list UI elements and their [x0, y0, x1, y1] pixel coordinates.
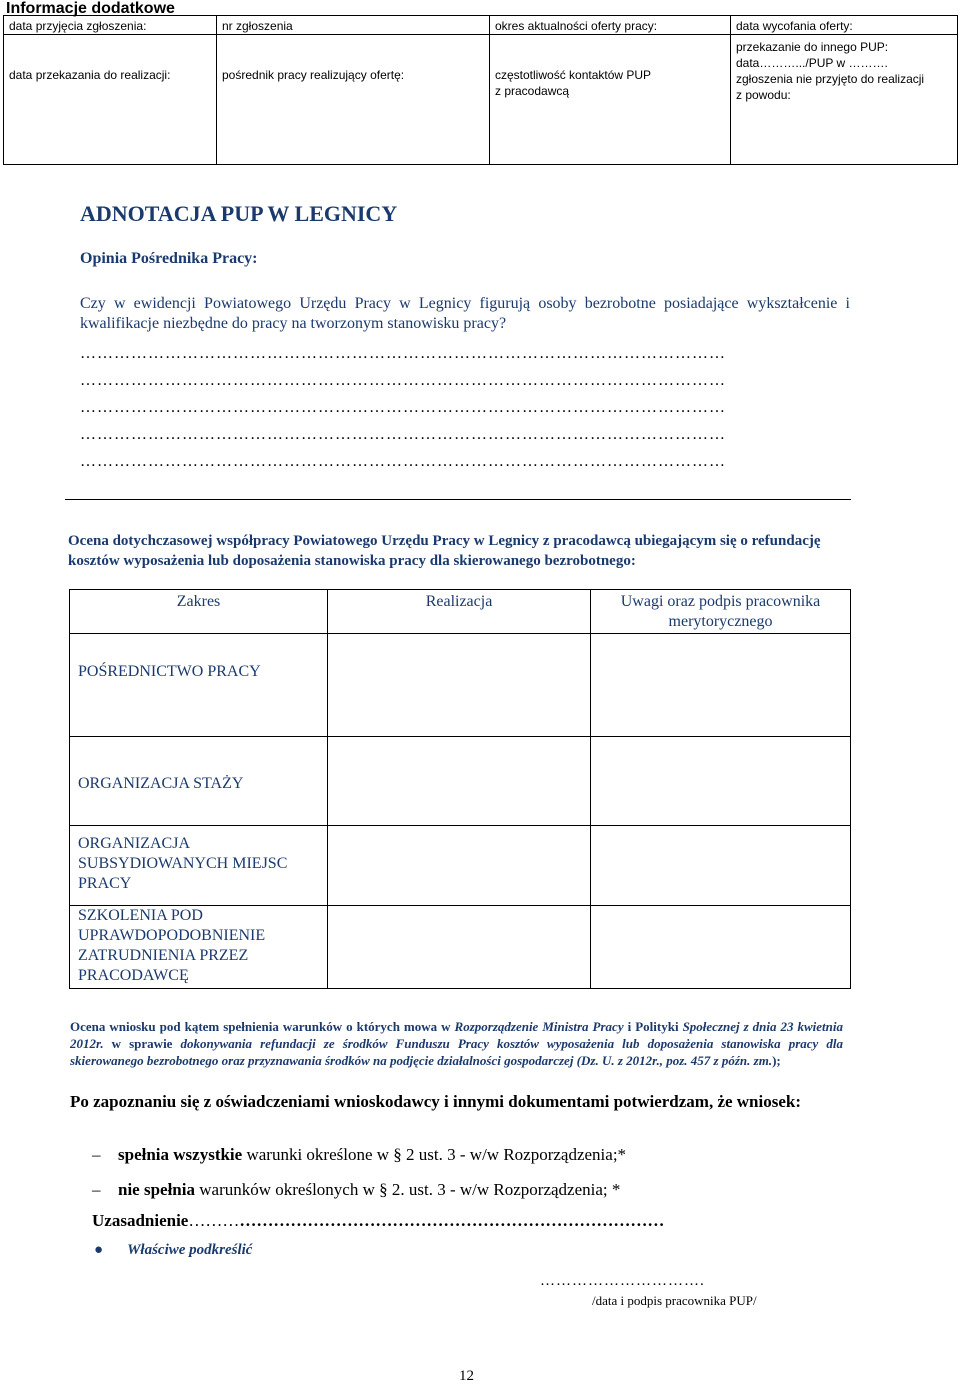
info-cell-line: przekazanie do innego PUP:: [736, 40, 889, 54]
uzasadnienie-label: Uzasadnienie: [92, 1211, 189, 1230]
info-cell-line: częstotliwość kontaktów PUP: [495, 68, 652, 82]
text-segment: Społecznej z dnia 23 kwietnia 2012r.: [70, 1019, 844, 1051]
text-segment: dokonywania refundacji ze środków Funduszu Pracy kosztów wyposażenia lub doposażenia stanowiska pracy dla skierowanego bezrobotnego oraz przyznawania środków na podjęcie działalności gospodarczej (Dz. U. z 2012r., poz. 457 z późn. zm.: [70, 1036, 843, 1068]
table-cell: [328, 905, 591, 988]
po-zapoznaniu-text: Po zapoznaniu się z oświadczeniami wnioskodawcy i innymi dokumentami potwierdzam, że wniosek:: [70, 1092, 802, 1111]
dots-line: ……………………………………………………………………………………………………: [80, 453, 726, 470]
ocena-text: Ocena dotychczasowej współpracy Powiatowego Urzędu Pracy w Legnicy z pracodawcą ubiegającym się o refundację kosztów wyposażenia lub doposażenia stanowiska pracy dla skierowanego bezrobotnego:: [68, 533, 821, 569]
dots-line: ……………………………………………………………………………………………………: [80, 345, 726, 362]
signature-label: /data i podpis pracownika PUP/: [592, 1293, 757, 1308]
table-row-label: ORGANIZACJA SUBSYDIOWANYCH MIEJSC PRACY: [70, 826, 328, 905]
opinia-heading: Opinia Pośrednika Pracy:: [80, 250, 258, 267]
bullet-icon: ●: [94, 1242, 104, 1258]
info-cell: data przyjęcia zgłoszenia:: [4, 16, 217, 35]
dash-marker: –: [92, 1180, 101, 1199]
table-row-label: SZKOLENIA POD UPRAWDOPODOBNIENIE ZATRUDNIENIA PRZEZ PRACODAWCĘ: [70, 905, 328, 988]
info-table: [3, 15, 958, 165]
table-header: Uwagi oraz podpis pracownika merytorycznego: [591, 590, 851, 634]
dots-line: ……………………………………………………………………………………………………: [80, 426, 726, 443]
page-number: 12: [459, 1368, 474, 1384]
option-text: warunków określonych w § 2. ust. 3 - w/w Rozporządzenia; *: [195, 1180, 621, 1199]
info-cell: nr zgłoszenia: [217, 16, 490, 35]
adnotacja-heading: ADNOTACJA PUP W LEGNICY: [80, 201, 398, 226]
text-segment: );: [772, 1053, 781, 1068]
uzasadnienie-dots-bold: …………………………………………………………………: [239, 1211, 665, 1230]
table-cell: [591, 826, 851, 905]
ocena-wniosku-text: [70, 1018, 843, 1069]
table-header: Realizacja: [328, 590, 591, 634]
question-text: Czy w ewidencji Powiatowego Urzędu Pracy w Legnicy figurują osoby bezrobotne posiadające wykształcenie i kwalifikacje niezbędne do pracy na tworzonym stanowisku pracy?: [80, 295, 850, 332]
table-row-label: POŚREDNICTWO PRACY: [70, 633, 328, 736]
table-cell: [328, 736, 591, 826]
text-segment: w sprawie: [103, 1036, 181, 1051]
info-cell: data przekazania do realizacji:: [4, 35, 217, 165]
table-header: Zakres: [70, 590, 328, 634]
info-cell: [731, 35, 958, 165]
info-cell-line: zgłoszenia nie przyjęto do realizacji: [736, 72, 925, 86]
option-bold: nie spełnia: [118, 1180, 195, 1199]
option-spelnia: [92, 1145, 626, 1165]
dots-line: ……………………………………………………………………………………………………: [80, 372, 726, 389]
option-nie-spelnia: [92, 1180, 620, 1200]
info-cell: pośrednik pracy realizujący ofertę:: [217, 35, 490, 165]
option-text: warunki określone w § 2 ust. 3 - w/w Rozporządzenia;*: [242, 1145, 627, 1164]
table-cell: [591, 633, 851, 736]
dots-line: ……………………………………………………………………………………………………: [80, 399, 726, 416]
option-bold: spełnia wszystkie: [118, 1145, 243, 1164]
uzasadnienie-dots: ………: [188, 1211, 240, 1230]
wlasciwe-note: [94, 1242, 252, 1259]
info-title: Informacje dodatkowe: [6, 0, 175, 17]
info-cell-line: data……….../PUP w ……….: [736, 56, 888, 70]
signature-dots: ………………………….: [540, 1273, 705, 1289]
table-cell: [328, 633, 591, 736]
table-cell: [591, 905, 851, 988]
table-row-label: ORGANIZACJA STAŻY: [70, 736, 328, 826]
text-segment: Ocena wniosku pod kątem spełnienia warunków o których mowa w: [70, 1019, 455, 1034]
info-cell: data wycofania oferty:: [731, 16, 958, 35]
table-cell: [328, 826, 591, 905]
info-cell: okres aktualności oferty pracy:: [490, 16, 731, 35]
text-segment: Rozporządzenie Ministra Pracy: [454, 1019, 624, 1034]
table-cell: [591, 736, 851, 826]
info-cell-line: z pracodawcą: [495, 84, 570, 98]
divider: [65, 499, 851, 500]
dash-marker: –: [92, 1145, 101, 1164]
evaluation-table: [69, 589, 851, 989]
info-cell-line: z powodu:: [736, 88, 791, 102]
text-segment: i Polityki: [623, 1019, 683, 1034]
info-cell: [490, 35, 731, 165]
uzasadnienie: [92, 1211, 664, 1231]
wlasciwe-text: Właściwe podkreślić: [127, 1242, 253, 1258]
